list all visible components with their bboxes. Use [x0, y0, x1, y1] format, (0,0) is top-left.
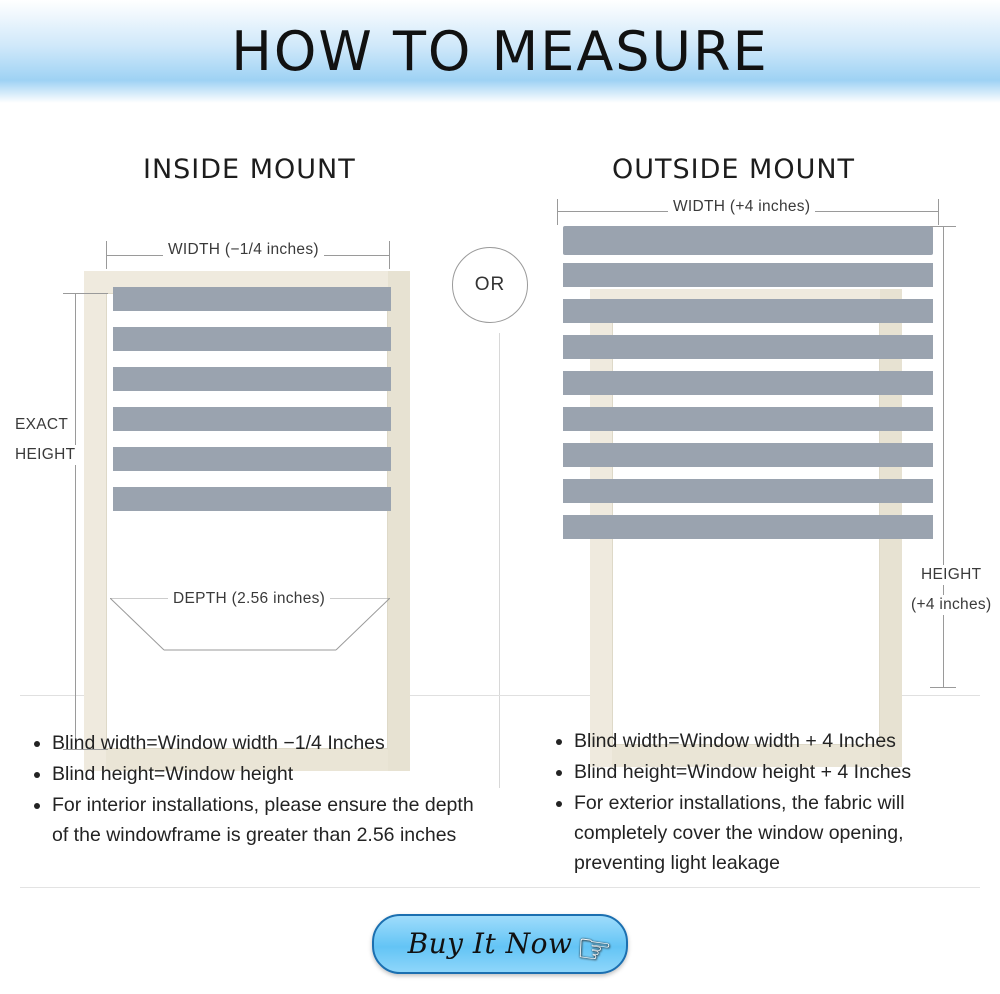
inside-width-tick-right [389, 241, 390, 269]
inside-height-line [75, 293, 76, 749]
outside-height-label-line1: HEIGHT [918, 565, 984, 585]
blind-slat [113, 327, 391, 351]
inside-height-label-line2: HEIGHT [12, 445, 78, 465]
list-item: • Blind height=Window height [52, 759, 480, 789]
blind-slat [113, 407, 391, 431]
frame-right-bevel [388, 271, 410, 771]
pointing-hand-cursor-icon: ☞ [573, 925, 615, 974]
footer-divider [20, 887, 980, 888]
diagram-content [0, 103, 1000, 893]
inside-mount-bullets [30, 728, 480, 851]
frame-left-bevel [84, 271, 106, 771]
inside-depth-label: DEPTH (2.56 inches) [168, 590, 330, 608]
outside-width-tick-right [938, 199, 939, 225]
header-banner [0, 0, 1000, 103]
blind-slat [563, 479, 933, 503]
or-badge: OR [452, 247, 528, 323]
blind-slat [563, 515, 933, 539]
outside-mount-bullets [552, 726, 992, 879]
inside-height-tick-top [63, 293, 108, 294]
list-item: • Blind height=Window height + 4 Inches [574, 757, 992, 787]
blind-slat [563, 263, 933, 287]
outside-height-tick-top [930, 226, 956, 227]
window-glass-inside [106, 293, 388, 749]
outside-height-line [943, 226, 944, 688]
list-item: • For interior installations, please ensure the depth of the windowframe is greater than 2.56 inches [52, 790, 480, 850]
inside-height-label-line1: EXACT [12, 415, 71, 435]
blind-slat [113, 487, 391, 511]
blind-slat [563, 335, 933, 359]
blind-slat [113, 367, 391, 391]
blind-slat [563, 299, 933, 323]
column-divider [499, 333, 500, 788]
list-item: • Blind width=Window width + 4 Inches [574, 726, 992, 756]
buy-it-now-label: Buy It Now [407, 927, 573, 960]
blind-headrail [563, 226, 933, 255]
list-item: • Blind width=Window width −1/4 Inches [52, 728, 480, 758]
blind-slat [563, 443, 933, 467]
blind-slat [563, 407, 933, 431]
cta-area [0, 893, 1000, 994]
blind-slat [113, 447, 391, 471]
outside-width-label: WIDTH (+4 inches) [668, 198, 815, 216]
page-title: HOW TO MEASURE [231, 20, 769, 83]
outside-height-label-line2: (+4 inches) [908, 595, 994, 615]
blind-slat [113, 287, 391, 311]
inside-width-label: WIDTH (−1/4 inches) [163, 241, 324, 259]
outside-height-tick-bottom [930, 687, 956, 688]
buy-it-now-button[interactable] [372, 914, 628, 974]
blind-slat [563, 371, 933, 395]
inside-mount-title: INSIDE MOUNT [143, 154, 356, 185]
list-item: • For exterior installations, the fabric will completely cover the window opening, preventing light leakage [574, 788, 992, 878]
outside-mount-title: OUTSIDE MOUNT [612, 154, 856, 185]
outside-width-tick-left [557, 199, 558, 225]
